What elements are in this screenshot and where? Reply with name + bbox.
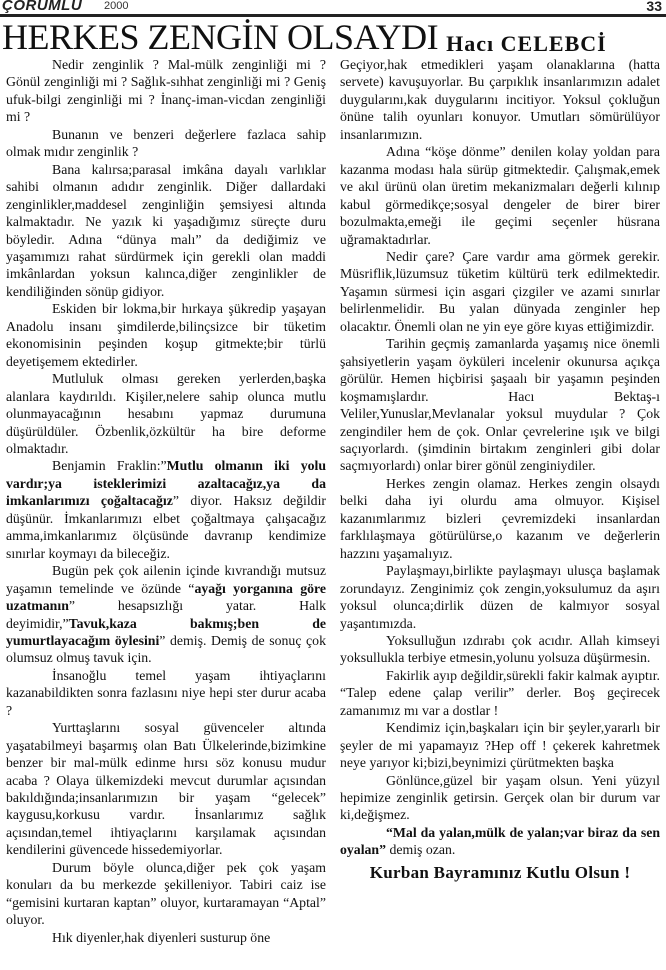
paragraph: Fakirlik ayıp değildir,sürekli fakir kalmak ayıptır. “Talep edene çalap verilir” derler. Boş geçirecek zamanımız mı var a dostlar ! [340,667,660,718]
paragraph: Adına “köşe dönme” denilen kolay yoldan para kazanma modası hala sürüp gitmektedir. Çalışmak,emek ve akıl ürünü olan üretim mekanizmaları değerli kılınıp kabul görmedikçe;sosyal dengeler de birer birer bozulmakta,emeği ile geçimi seçenler hüsrana uğramaktadırlar. [340,144,660,247]
paragraph: Tarihin geçmiş zamanlarda yaşamış nice önemli şahsiyetlerin yaşam öyküleri incelenir okunursa açıkça görülür. Hemen hiçbirisi şaşaalı bir yaşamın peşinden koşmamışlardır. Hacı Bektaş-ı Veliler,Yunuslar,Mevlanalar yoksul muydular ? Çok zengindiler hem de çok. Onlar çevrelerine ışık ve bilgi saçıyorlardı. (şimdinin birtakım zenginleri gibi dolar saçmıyorlardı) onlar birer gönül zenginiydiler. [340,336,660,474]
paragraph-text: ” hesapsızlığı yatar. Halk deyimidir,” [6,598,326,631]
newspaper-logo: ÇORUMLU [2,0,83,14]
paragraph: Nedir çare? Çare vardır ama görmek gerekir. Müsriflik,lüzumsuz tüketim kültürü terk edilmektedir. Yaşamın sürmesi için asgari çizgiler ve azami sınırlar belirlenmelidir. Bu yalan dünyada zenginler hep olacaktır. Önemli olan ne yin eye göre kıyas ettiğimizdir. [340,248,660,334]
page-number: 33 [646,0,662,14]
paragraph: Kendimiz için,başkaları için bir şeyler,yararlı bir şeyler de mi yapamayız ?Hep off ! çekerek kahretmek neye yarıyor ki;bizi,beynimizi çürütmekten başka [340,720,660,771]
paragraph-text: ” demiş. Demiş de sonuç çok olumsuz olmuş tavuk için. [6,632,326,666]
paragraph: Nedir zenginlik ? Mal-mülk zenginliği mi ? Gönül zenginliği mi ? Sağlık-sıhhat zenginliği mi ? Geniş ufuk-bilgi zenginliği mi ? İnanç-iman-vicdan zenginliği mi ? [6,57,326,125]
paragraph: Eskiden bir lokma,bir hırkaya şükredip yaşayan Anadolu insanı şimdilerde,bilinçsizce bir tüketim ekonomisinin peşinden koşup gitmekte;bir türlü deyetişemem ektedirler. [6,301,326,369]
paragraph-quote-franklin [6,457,326,562]
paragraph-text: Benjamin Fraklin:” [52,458,167,474]
issue-year: 2000 [104,0,129,12]
right-column [340,56,660,883]
paragraph: Bunanın ve benzeri değerlere fazlaca sahip olmak mıdır zenginlik ? [6,126,326,160]
paragraph: Gönlünce,güzel bir yaşam olsun. Yeni yüzyıl hepimize zenginlik getirsin. Gerçek olan bir durum var ki,değişmez. [340,772,660,823]
holiday-greeting: Kurban Bayramınız Kutlu Olsun ! [369,862,631,882]
idiom-quote: ayağı yorganına göre uzatmanın [6,580,326,614]
paragraph: İnsanoğlu temel yaşam ihtiyaçlarını kazanabildikten sonra fazlasını niye hepi ster durur acaba ? [6,667,326,718]
paragraph-text: Bugün pek çok ailenin içinde kıvrandığı mutsuz yaşamın temelinde ve özünde “ [6,563,326,596]
paragraph-folk-sayings [6,562,326,667]
paragraph: Yoksulluğun ızdırabı çok acıdır. Allah kimseyi yoksullukla terbiye etmesin,yolunu yolsuza düşürmesin. [340,632,660,666]
idiom-quote: Tavuk,kaza bakmış;ben de yumurtlayacağım öylesini [6,615,326,648]
paragraph: Yurttaşlarını sosyal güvenceler altında yaşatabilmeyi başarmış olan Batı Ülkelerinde,bizimkine benzer bir mal-mülk edinme hırsı söz konusu mudur acaba ? Olaya ülkemizdeki mevcut durumlar açısından bakıldığında;insanlarımızın bir yaşam “gelecek” kaygusu,korkusu vardır. İnsanlarımız sağlık açısından,temel ihtiyaçlarını karşılamak açısından kendilerini güvencede hissedemiyorlar. [6,720,326,858]
paragraph: Herkes zengin olamaz. Herkes zengin olsaydı belki daha iyi olurdu ama olmuyor. Kişisel kazanımlarımız bizleri çevremizdeki insanlardan farklılaşmaya götürülürse,o kazanım ve değerlerin hazzını yaşamalıyız. [340,475,660,561]
paragraph-text: ” diyor. Haksız değildir düşünür. İmkanlarımızı elbet çoğaltmaya çalışacağız amma,imkanlarımız ölçüsünde davranıp kendimize sınırlar koymayı da bileceğiz. [6,493,326,561]
paragraph: Hık diyenler,hak diyenleri susturup öne [52,929,271,945]
article-headline: HERKES ZENGİN OLSAYDI [2,17,439,57]
article-title-row [2,17,666,57]
franklin-quote: Mutlu olmanın iki yolu vardır;ya isteklerimizi azaltacağız,ya da imkanlarımızı çoğaltacağız [6,458,326,509]
poet-quote: “Mal da yalan,mülk de yalan;var biraz da sen oyalan” [340,824,660,858]
paragraph: Geçiyor,hak etmedikleri yaşam olanaklarına (hatta servete) kavuşuyorlar. Bu çarpıklık insanlarımızın adalet duygularını,kak duygularını incitiyor. Yoksul çokluğun önüne talih oyunları konuyor. Umutları sömürülüyor insanlarımızın. [340,57,660,142]
paragraph: Durum böyle olunca,diğer pek çok yaşam konuları da bu merkezde şekilleniyor. Tabiri caiz ise “gemisini kurtaran kaptan” oluyor, kurtaramayan “Aptal” oluyor. [6,859,326,928]
paragraph: Mutluluk olması gereken yerlerden,başka alanlara kaydırıldı. Kişiler,nelere sahip olunca mutlu olunmayacağının hesabını yapmaz durumuna düşürüldüler. Özbenlik,özkültür ha bire deforme olmaktadır. [6,371,326,456]
paragraph-poet-quote [340,824,660,859]
paragraph: Bana kalırsa;parasal imkâna dayalı varlıklar sahibi olmanın adıdır zenginlik. Diğer dallardaki zenginlikler,maddesel zenginliğin şemsiyesi altında kalmaktadır. Ne yazık ki yaşadığımız süreçte duru böyledir. Adına “dünya malı” da dediğimiz ve yaşamımızı rahat sürdürmek için gerekli olan maddi imkânlardan yoksun kalınca,diğer zenginlikler de kendiliğinden sönüp gidiyor. [6,161,326,299]
left-column [6,56,326,946]
page-header [0,0,666,14]
article-author: Hacı CELEBCİ [446,31,607,56]
paragraph-text: demiş ozan. [386,842,456,858]
paragraph: Paylaşmayı,birlikte paylaşmayı ulusça başlamak zorundayız. Zenginimiz çok zengin,yoksulumuz da aşırı yoksul olunca;dirlik düzen de kalmıyor sosyal yaşantımızda. [340,563,660,631]
